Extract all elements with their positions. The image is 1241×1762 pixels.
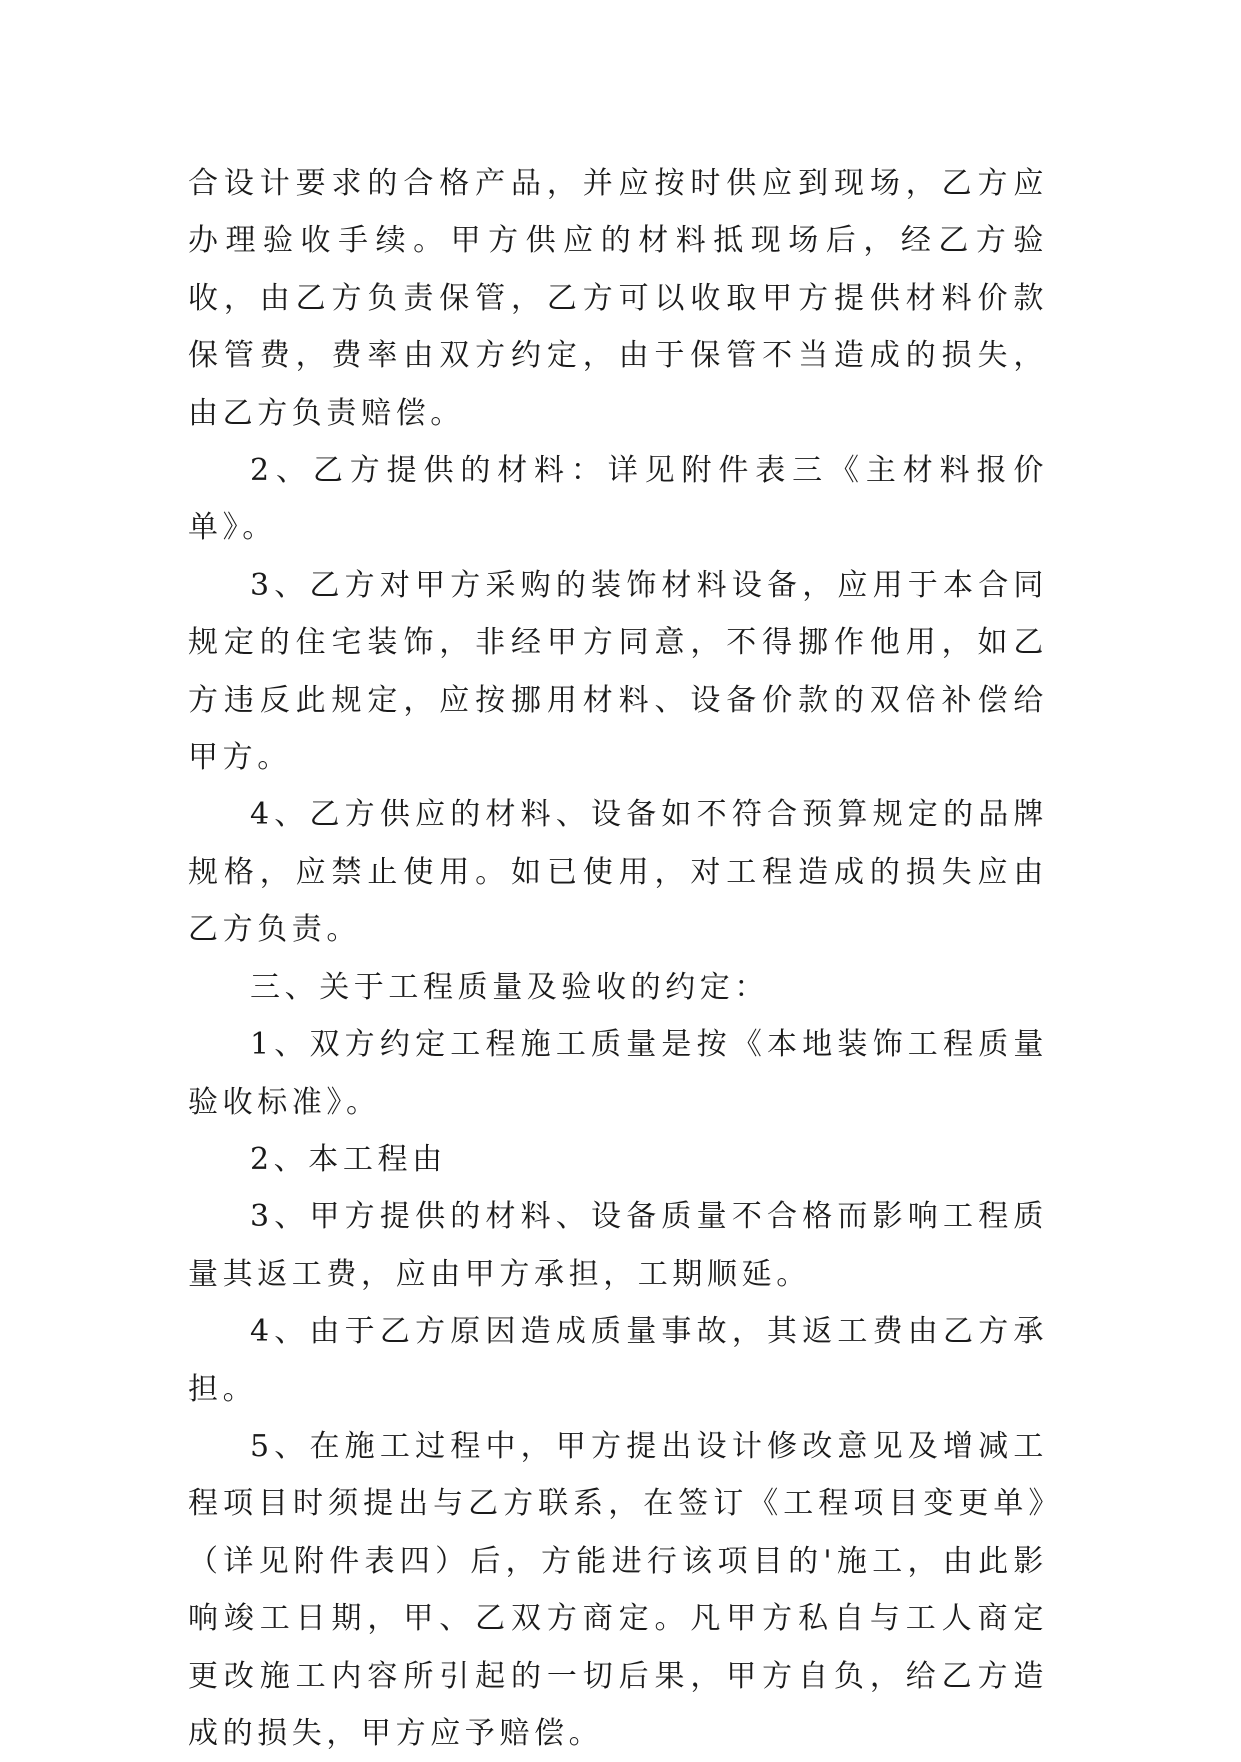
- paragraph-item-4-nonconforming-materials: 4、乙方供应的材料、设备如不符合预算规定的品牌规格，应禁止使用。如已使用，对工程造成的损失应由乙方负责。: [188, 797, 1048, 948]
- document-body: [188, 155, 1048, 1762]
- paragraph-quality-item-1: 1、双方约定工程施工质量是按《本地装饰工程质量验收标准》。: [188, 1027, 1048, 1120]
- paragraph-quality-item-5: 5、在施工过程中，甲方提出设计修改意见及增减工程项目时须提出与乙方联系，在签订《工程项目变更单》（详见附件表四）后，方能进行该项目的'施工，由此影响竣工日期，甲、乙双方商定。凡甲方私自与工人商定更改施工内容所引起的一切后果，甲方自负，给乙方造成的损失，甲方应予赔偿。: [188, 1428, 1048, 1751]
- paragraph-quality-item-4: 4、由于乙方原因造成质量事故，其返工费由乙方承担。: [188, 1314, 1048, 1407]
- paragraph-quality-item-3: 3、甲方提供的材料、设备质量不合格而影响工程质量其返工费，应由甲方承担，工期顺延。: [188, 1199, 1048, 1292]
- paragraph-item-3-material-usage: 3、乙方对甲方采购的装饰材料设备，应用于本合同规定的住宅装饰，非经甲方同意，不得挪作他用，如乙方违反此规定，应按挪用材料、设备价款的双倍补偿给甲方。: [188, 567, 1048, 776]
- paragraph-materials-acceptance: 合设计要求的合格产品，并应按时供应到现场，乙方应办理验收手续。甲方供应的材料抵现场后，经乙方验收，由乙方负责保管，乙方可以收取甲方提供材料价款保管费，费率由双方约定，由于保管不当造成的损失，由乙方负责赔偿。: [188, 166, 1048, 431]
- paragraph-item-2-contractor-materials: 2、乙方提供的材料：详见附件表三《主材料报价单》。: [188, 453, 1048, 546]
- section-heading-quality-acceptance: 三、关于工程质量及验收的约定：: [250, 969, 769, 1005]
- paragraph-quality-item-2: 2、本工程由: [250, 1141, 447, 1177]
